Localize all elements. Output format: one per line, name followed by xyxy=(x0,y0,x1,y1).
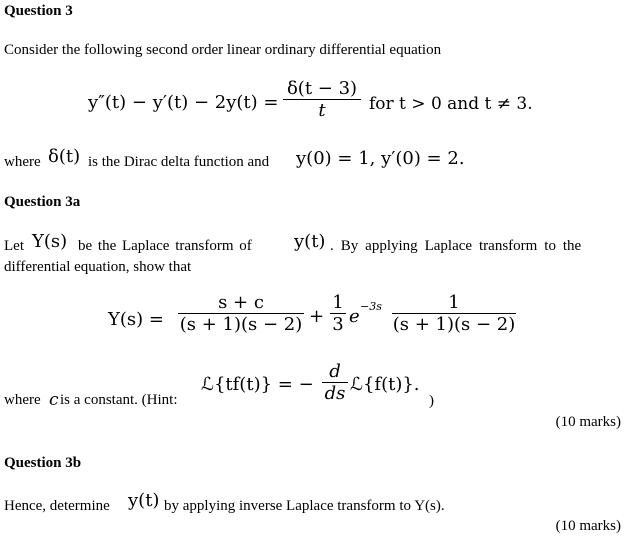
laplace-transform-text: be the Laplace transform of xyxy=(78,238,252,254)
hint-close-paren: ) xyxy=(429,393,434,409)
laplace-statement-tail: . By applying Laplace transform to the xyxy=(330,238,582,254)
y-of-t-symbol-3b: y(t) xyxy=(128,490,160,511)
where-label: where xyxy=(4,154,41,170)
equation-condition: for t > 0 and t ≠ 3. xyxy=(369,94,533,114)
Ys-fraction-1 xyxy=(178,292,304,335)
initial-conditions: y(0) = 1, y′(0) = 2. xyxy=(296,148,465,169)
question-3b-marks: (10 marks) xyxy=(555,518,621,534)
exponential-base: e xyxy=(349,306,360,327)
show-that-line: differential equation, show that xyxy=(4,259,192,275)
laplace-Y-symbol: Y(s) xyxy=(32,231,68,252)
Ys-fraction-1-denominator: (s + 1)(s − 2) xyxy=(179,314,303,336)
Ys-fraction-2-numerator: 1 xyxy=(332,292,344,313)
hint-derivative xyxy=(322,361,348,404)
determine-text: Hence, determine xyxy=(4,498,110,514)
question-3b-heading: Question 3b xyxy=(4,455,82,471)
constant-description: is a constant. (Hint: xyxy=(60,392,178,408)
question-3a-marks: (10 marks) xyxy=(555,414,621,430)
Ys-fraction-2 xyxy=(330,292,346,335)
Ys-fraction-3-denominator: (s + 1)(s − 2) xyxy=(392,314,516,336)
Ys-fraction-2-denominator: 3 xyxy=(332,314,344,336)
question-3-intro: Consider the following second order linear ordinary differential equation xyxy=(4,42,442,58)
where-c-label: where xyxy=(4,392,41,408)
hint-lhs: ℒ{tf(t)} = − xyxy=(201,374,314,395)
exponential-power: −3s xyxy=(360,300,382,313)
question-3-heading: Question 3 xyxy=(4,3,73,19)
question-3a-heading: Question 3a xyxy=(4,194,81,210)
constant-c-symbol: c xyxy=(49,390,59,410)
equation-numerator: δ(t − 3) xyxy=(286,78,358,99)
Ys-plus-sign: + xyxy=(309,306,325,327)
Ys-fraction-3 xyxy=(392,292,516,335)
dirac-delta-description: is the Dirac delta function and xyxy=(88,154,270,170)
dirac-delta-symbol: δ(t) xyxy=(48,146,81,167)
equation-lhs: y″(t) − y′(t) − 2y(t) = xyxy=(88,92,279,113)
hint-derivative-d: d xyxy=(329,361,341,382)
hint-rhs: ℒ{f(t)}. xyxy=(350,374,420,395)
hint-derivative-ds: ds xyxy=(324,383,346,405)
y-of-t-symbol: y(t) xyxy=(294,231,326,252)
Ys-lhs: Y(s) = xyxy=(108,309,164,330)
Ys-fraction-1-numerator: s + c xyxy=(218,292,264,313)
Ys-fraction-3-numerator: 1 xyxy=(448,292,460,313)
inverse-laplace-text: by applying inverse Laplace transform to Y(s). xyxy=(164,498,445,514)
equation-fraction xyxy=(283,78,361,121)
let-word: Let xyxy=(4,238,24,254)
equation-denominator: t xyxy=(318,100,326,122)
